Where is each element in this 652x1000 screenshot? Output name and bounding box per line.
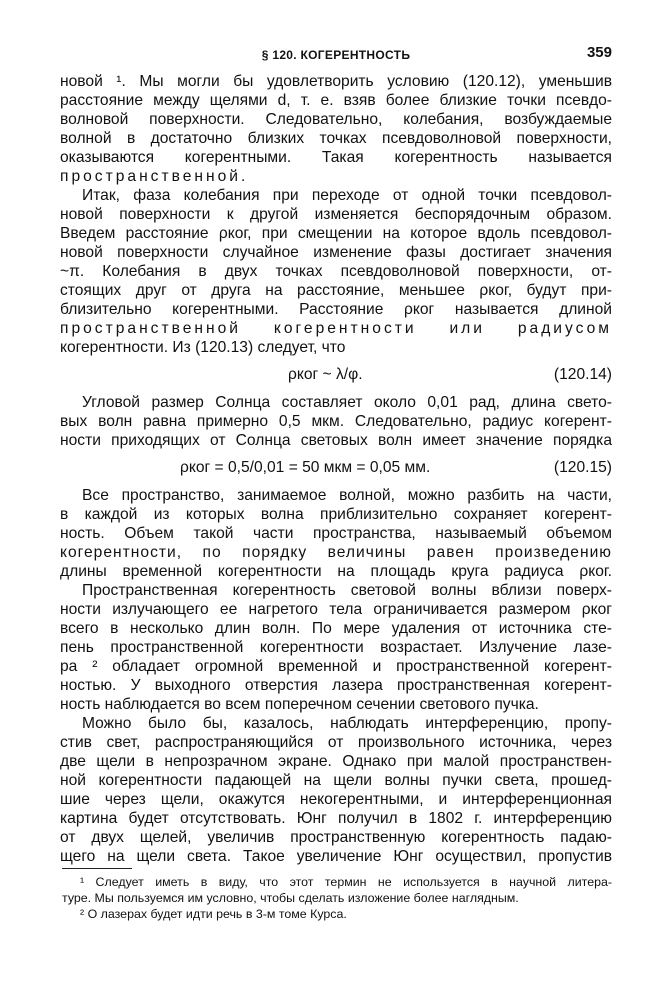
text-line: ности излучающего ее нагретого тела ограничивается размером ρког xyxy=(60,601,612,618)
text-line: расстояние между щелями d, т. е. взяв более близкие точки псевдо- xyxy=(60,92,612,109)
paragraph-1 xyxy=(60,72,612,186)
text-line: шие через щели, окажутся некогерентными, и интерференционная xyxy=(60,791,612,808)
paragraph-5 xyxy=(60,581,612,714)
paragraph-6 xyxy=(60,714,612,866)
text-line: ~π. Колебания в двух точках псевдоволновой поверхности, от- xyxy=(60,263,612,280)
text-line: ности приходящих от Солнца световых волн имеет значение порядка xyxy=(60,432,612,449)
footnote-divider xyxy=(62,868,132,869)
text-line: длины временной когерентности на площадь круга радиуса ρког. xyxy=(60,563,612,580)
text-line: от двух щелей, увеличив пространственную когерентность падаю- xyxy=(60,829,612,846)
paragraph-2 xyxy=(60,186,612,357)
text-line: щего на щели света. Такое увеличение Юнг осуществил, пропустив xyxy=(60,848,612,865)
paragraph-4 xyxy=(60,486,612,581)
footnote-2: ² О лазерах будет идти речь в 3-м томе Курса. xyxy=(80,907,347,921)
text-line: волновой поверхности. Следовательно, колебания, возбуждаемые xyxy=(60,111,612,128)
page-number: 359 xyxy=(586,44,612,61)
text-line: ность наблюдается во всем поперечном сечении светового пучка. xyxy=(60,696,539,713)
text-line: новой поверхности к другой изменяется беспорядочным образом. xyxy=(60,206,612,223)
text-line: пень пространственной когерентности возрастает. Излучение лазе- xyxy=(60,639,612,656)
body-text xyxy=(60,72,612,866)
text-line: ной когерентности падающей на щели волны пучки света, прошед- xyxy=(60,772,612,789)
text-line: Все пространство, занимаемое волной, можно разбить на части, xyxy=(82,487,612,504)
text-line: картина будет отсутствовать. Юнг получил в 1802 г. интерференцию xyxy=(60,810,612,827)
text-line: пространственной. xyxy=(60,168,249,185)
text-line: Итак, фаза колебания при переходе от одной точки псевдовол- xyxy=(82,187,612,204)
text-line: новой ¹. Мы могли бы удовлетворить условию (120.12), уменьшив xyxy=(60,73,612,90)
text-line: ра ² обладает огромной временной и пространственной когерент- xyxy=(60,658,612,675)
text-line: ность. Объем такой части пространства, называемый объемом xyxy=(60,525,612,542)
equation-number: (120.14) xyxy=(553,366,612,383)
text-line: близительно когерентными. Расстояние ρког называется длиной xyxy=(60,301,612,318)
footnotes xyxy=(62,874,612,922)
text-line: Введем расстояние ρког, при смещении на которое вдоль псевдовол- xyxy=(60,225,612,242)
text-line: всего в несколько длин волн. По мере удаления от источника сте- xyxy=(60,620,612,637)
equation-120-14 xyxy=(60,357,612,393)
text-line: пространственной когерентности или радиусом xyxy=(60,320,612,337)
text-line: оказываются когерентными. Такая когерентность называется xyxy=(60,149,612,166)
equation-formula: ρког ~ λ/φ. xyxy=(288,366,363,383)
text-line: стив свет, распространяющийся от произвольного источника, через xyxy=(60,734,612,751)
text-line: новой поверхности случайное изменение фазы достигает значения xyxy=(60,244,612,261)
section-title: § 120. КОГЕРЕНТНОСТЬ xyxy=(261,48,411,62)
equation-formula: ρког = 0,5/0,01 = 50 мкм = 0,05 мм. xyxy=(180,459,431,476)
text-line: когерентности, по порядку величины равен произведению xyxy=(60,544,612,561)
text-line: волной в достаточно близких точках псевдоволновой поверхности, xyxy=(60,130,612,147)
text-line: Пространственная когерентность световой волны вблизи поверх- xyxy=(82,582,612,599)
text-line: в каждой из которых волна приблизительно сохраняет когерент- xyxy=(60,506,612,523)
text-line: ностью. У выходного отверстия лазера пространственная когерент- xyxy=(60,677,612,694)
paragraph-3 xyxy=(60,393,612,450)
equation-number: (120.15) xyxy=(553,459,612,476)
equation-120-15 xyxy=(60,450,612,486)
text-line: когерентности. Из (120.13) следует, что xyxy=(60,339,346,356)
footnote-1: ¹ Следует иметь в виду, что этот термин не используется в научной литера- xyxy=(80,875,612,889)
running-header xyxy=(60,44,612,68)
text-line: стоящих друг от друга на расстояние, меньшее ρког, будут при- xyxy=(60,282,612,299)
text-line: Угловой размер Солнца составляет около 0,01 рад, длина свето- xyxy=(82,394,612,411)
text-line: Можно было бы, казалось, наблюдать интерференцию, пропу- xyxy=(82,715,612,732)
text-line: вых волн равна примерно 0,5 мкм. Следовательно, радиус когерент- xyxy=(60,413,612,430)
text-line: две щели в непрозрачном экране. Однако при малой пространствен- xyxy=(60,753,612,770)
footnote-1-continued: туре. Мы пользуемся им условно, чтобы сделать изложение более наглядным. xyxy=(62,891,519,905)
